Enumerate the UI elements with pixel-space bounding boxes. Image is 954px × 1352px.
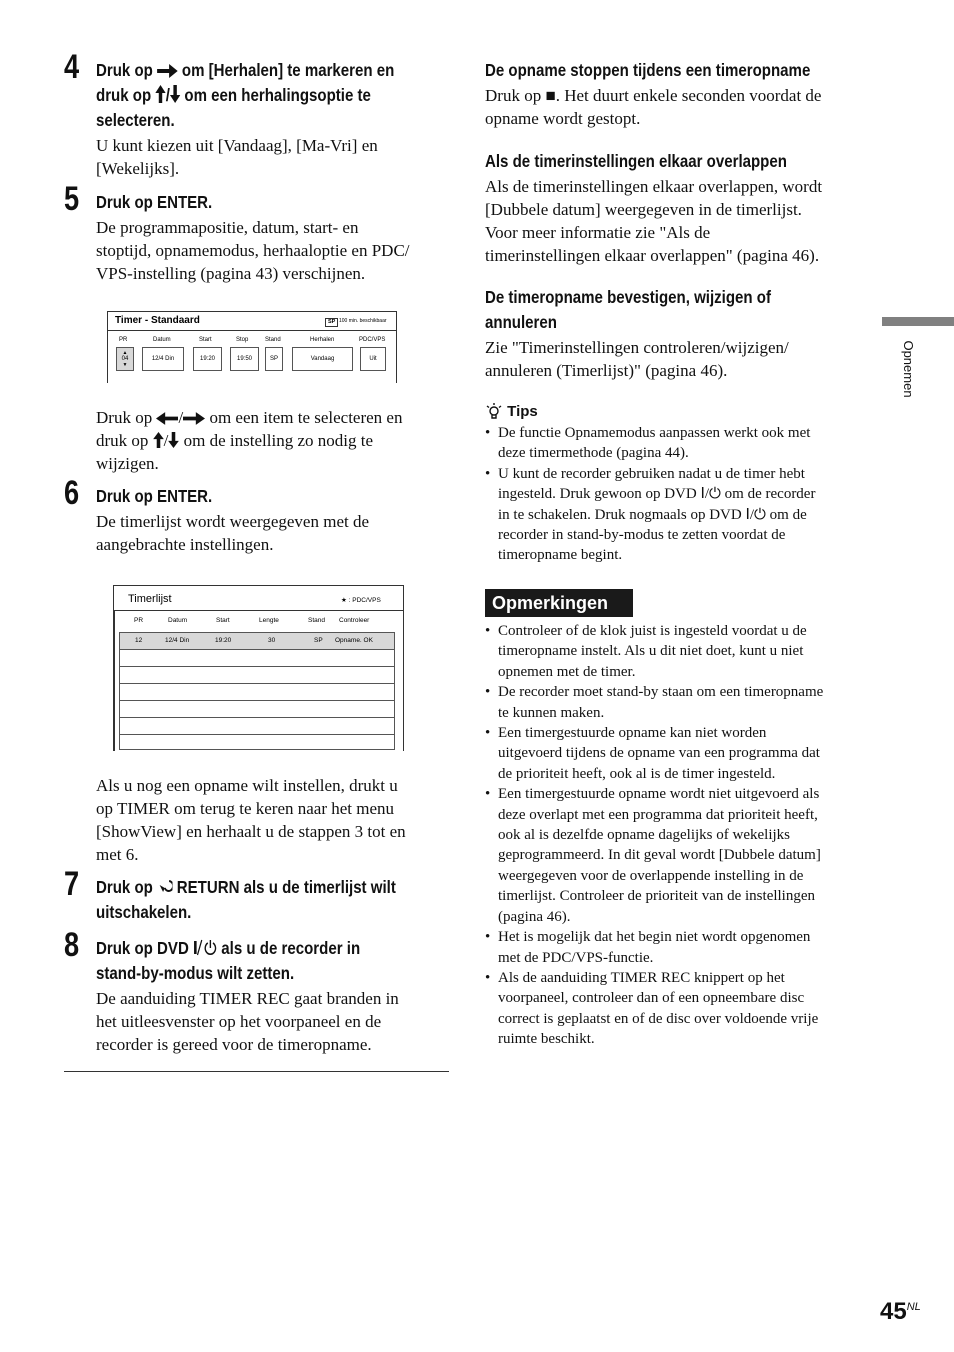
arrow-down-icon bbox=[170, 85, 180, 103]
list-header-start: Start bbox=[216, 617, 230, 624]
remaining-time: 100 min. beschikbaar bbox=[339, 318, 387, 324]
list-item: • Als de aanduiding TIMER REC knippert op het voorpaneel, controleer dan of een opneembare disc correct is geplaatst en of de disc over voldoende vrije ruimte beschikt. bbox=[485, 968, 875, 1050]
table-row[interactable] bbox=[120, 717, 394, 718]
table-row[interactable]: 12 12/4 Din 19:20 30 SP Opname. OK bbox=[120, 633, 394, 650]
step-7-heading-line2: uitschakelen. bbox=[96, 902, 192, 922]
timer-list-screen bbox=[113, 585, 404, 751]
header-pr: PR bbox=[119, 337, 128, 343]
step-8-heading-line1: Druk op DVD als u de recorder in bbox=[96, 938, 361, 958]
herhalen-field[interactable]: Vandaag bbox=[292, 347, 353, 371]
step-5-body: De programmapositie, datum, start- en stoptijd, opnamemodus, herhaaloptie en PDC/ VPS-instelling (pagina 43) verschijnen. bbox=[96, 218, 410, 283]
lightbulb-icon bbox=[485, 402, 503, 419]
pdc-vps-legend: ★ : PDC/VPS bbox=[341, 597, 381, 604]
header-pdc-vps: PDC/VPS bbox=[359, 337, 386, 343]
overlap-heading: Als de timerinstellingen elkaar overlappen bbox=[485, 151, 787, 171]
arrow-right-icon bbox=[183, 412, 205, 425]
list-item: • De functie Opnamemodus aanpassen werkt ook met deze timermethode (pagina 44). bbox=[485, 423, 875, 464]
arrow-right-icon bbox=[157, 64, 178, 78]
header-start: Start bbox=[199, 337, 212, 343]
confirm-heading-line2: annuleren bbox=[485, 312, 557, 332]
step-4-heading-line1: Druk op om [Herhalen] te markeren en bbox=[96, 60, 395, 80]
chevron-up-icon: ▲ bbox=[122, 349, 128, 356]
list-item: • Controleer of de klok juist is ingesteld voordat u de timeropname instelt. Als u dit niet doet, kunt u niet opnemen met de timer. bbox=[485, 621, 875, 682]
list-item: • De recorder moet stand-by staan om een timeropname te kunnen maken. bbox=[485, 682, 875, 723]
stop-timer-heading: De opname stoppen tijdens een timeropname bbox=[485, 60, 811, 80]
step-6-body: De timerlijst wordt weergegeven met de aangebrachte instellingen. bbox=[96, 512, 370, 554]
timer-standard-screen bbox=[107, 311, 397, 383]
list-item: • Een timergestuurde opname kan niet worden uitgevoerd tijdens de opname van een programma dat de prioriteit heeft, ook al is de timer ingesteld. bbox=[485, 723, 875, 784]
list-item: • Een timergestuurde opname wordt niet uitgevoerd als deze overlapt met een programma dat prioriteit heeft, ook al is dezelfde opname dagelijks of wekelijks geprogrammeerd. In dit geval wordt [Dubbele datum] weergegeven voor de overlappende instelling in de timerlijst. Controleer de prioriteit van de instellingen (pagina 46). bbox=[485, 784, 875, 927]
table-row[interactable] bbox=[120, 700, 394, 701]
list-header-pr: PR bbox=[134, 617, 144, 624]
side-tab-bar bbox=[882, 317, 954, 326]
stop-field[interactable]: 19:50 bbox=[230, 347, 259, 371]
side-tab-label: Opnemen bbox=[901, 340, 916, 398]
timer-list-title: Timerlijst bbox=[128, 593, 172, 605]
list-item: • Het is mogelijk dat het begin niet wordt opgenomen met de PDC/VPS-functie. bbox=[485, 927, 875, 968]
stand-field[interactable]: SP bbox=[265, 347, 283, 371]
step-number-6: 6 bbox=[64, 474, 80, 512]
return-icon bbox=[157, 879, 172, 895]
list-header-stand: Stand bbox=[308, 617, 325, 624]
step-6-after: Als u nog een opname wilt instellen, drukt u op TIMER om terug te keren naar het menu [ShowView] en herhaalt u de stappen 3 tot en met 6. bbox=[96, 776, 406, 864]
column-divider bbox=[64, 1071, 449, 1072]
power-icon bbox=[193, 939, 217, 956]
chevron-down-icon: ▼ bbox=[122, 361, 128, 368]
page-number: $45^{NL}$ bbox=[880, 1298, 921, 1325]
arrow-left-icon bbox=[156, 412, 178, 425]
step-4-body: U kunt kiezen uit [Vandaag], [Ma-Vri] en [Wekelijks]. bbox=[96, 136, 378, 178]
confirm-text: Zie "Timerinstellingen controleren/wijzigen/ annuleren (Timerlijst)" (pagina 46). bbox=[485, 338, 789, 380]
start-field[interactable]: 19:20 bbox=[193, 347, 222, 371]
stop-timer-text: Druk op ■. Het duurt enkele seconden voordat de opname wordt gestopt. bbox=[485, 86, 822, 128]
step-7-heading-line1: Druk op RETURN als u de timerlijst wilt bbox=[96, 877, 396, 897]
pr-field[interactable]: ▲ 04 ▼ bbox=[116, 347, 134, 371]
list-header-controleer: Controleer bbox=[339, 617, 370, 624]
confirm-heading-line1: De timeropname bevestigen, wijzigen of bbox=[485, 287, 772, 307]
step-4-heading-line3: selecteren. bbox=[96, 110, 175, 130]
step-8-heading-line2: stand-by-modus wilt zetten. bbox=[96, 963, 295, 983]
arrow-up-icon bbox=[155, 85, 165, 103]
datum-field[interactable]: 12/4 Din bbox=[142, 347, 184, 371]
step-number-5: 5 bbox=[64, 180, 80, 218]
pdc-vps-field[interactable]: Uit bbox=[360, 347, 386, 371]
header-stand: Stand bbox=[265, 337, 281, 343]
header-datum: Datum bbox=[153, 337, 171, 343]
notes-heading: Opmerkingen bbox=[485, 589, 633, 617]
header-herhalen: Herhalen bbox=[310, 337, 335, 343]
step-8-body: De aanduiding TIMER REC gaat branden in het uitleesvenster op het voorpaneel en de recorder is gereed voor de timeropname. bbox=[96, 989, 399, 1054]
table-row[interactable] bbox=[120, 683, 394, 684]
arrow-down-icon bbox=[168, 432, 179, 448]
step-6-heading: Druk op ENTER. bbox=[96, 486, 213, 506]
table-row[interactable] bbox=[120, 666, 394, 667]
overlap-text: Als de timerinstellingen elkaar overlappen, wordt [Dubbele datum] weergegeven in de timerlijst. Voor meer informatie zie "Als de timerinstellingen elkaar overlappen" (pagina 46). bbox=[485, 177, 823, 265]
table-row[interactable] bbox=[120, 734, 394, 735]
sp-badge: SP bbox=[325, 318, 338, 327]
notes-list bbox=[485, 621, 875, 1050]
list-item: • U kunt de recorder gebruiken nadat u de timer hebt ingesteld. Druk gewoon op DVD Ⅰ/⏻ om de recorder in te schakelen. Druk nogmaals op DVD Ⅰ/⏻ om de recorder in stand-by-modus te zetten voordat de timeropname begint. bbox=[485, 464, 875, 566]
list-header-datum: Datum bbox=[168, 617, 188, 624]
table-grid bbox=[119, 632, 395, 750]
arrow-up-icon bbox=[153, 432, 164, 448]
tips-list bbox=[485, 423, 875, 566]
tips-heading: Tips bbox=[485, 402, 538, 420]
step-4-heading-line2: druk op / om een herhalingsoptie te bbox=[96, 85, 371, 105]
step-number-7: 7 bbox=[64, 865, 80, 903]
step-5-after: Druk op / om een item te selecteren en druk op / om de instelling zo nodig te wijzigen. bbox=[96, 408, 403, 473]
timer-standard-title: Timer - Standaard bbox=[115, 315, 200, 326]
step-5-heading: Druk op ENTER. bbox=[96, 192, 213, 212]
list-header-lengte: Lengte bbox=[259, 617, 279, 624]
step-number-4: 4 bbox=[64, 48, 80, 86]
step-number-8: 8 bbox=[64, 926, 80, 964]
header-stop: Stop bbox=[236, 337, 249, 343]
